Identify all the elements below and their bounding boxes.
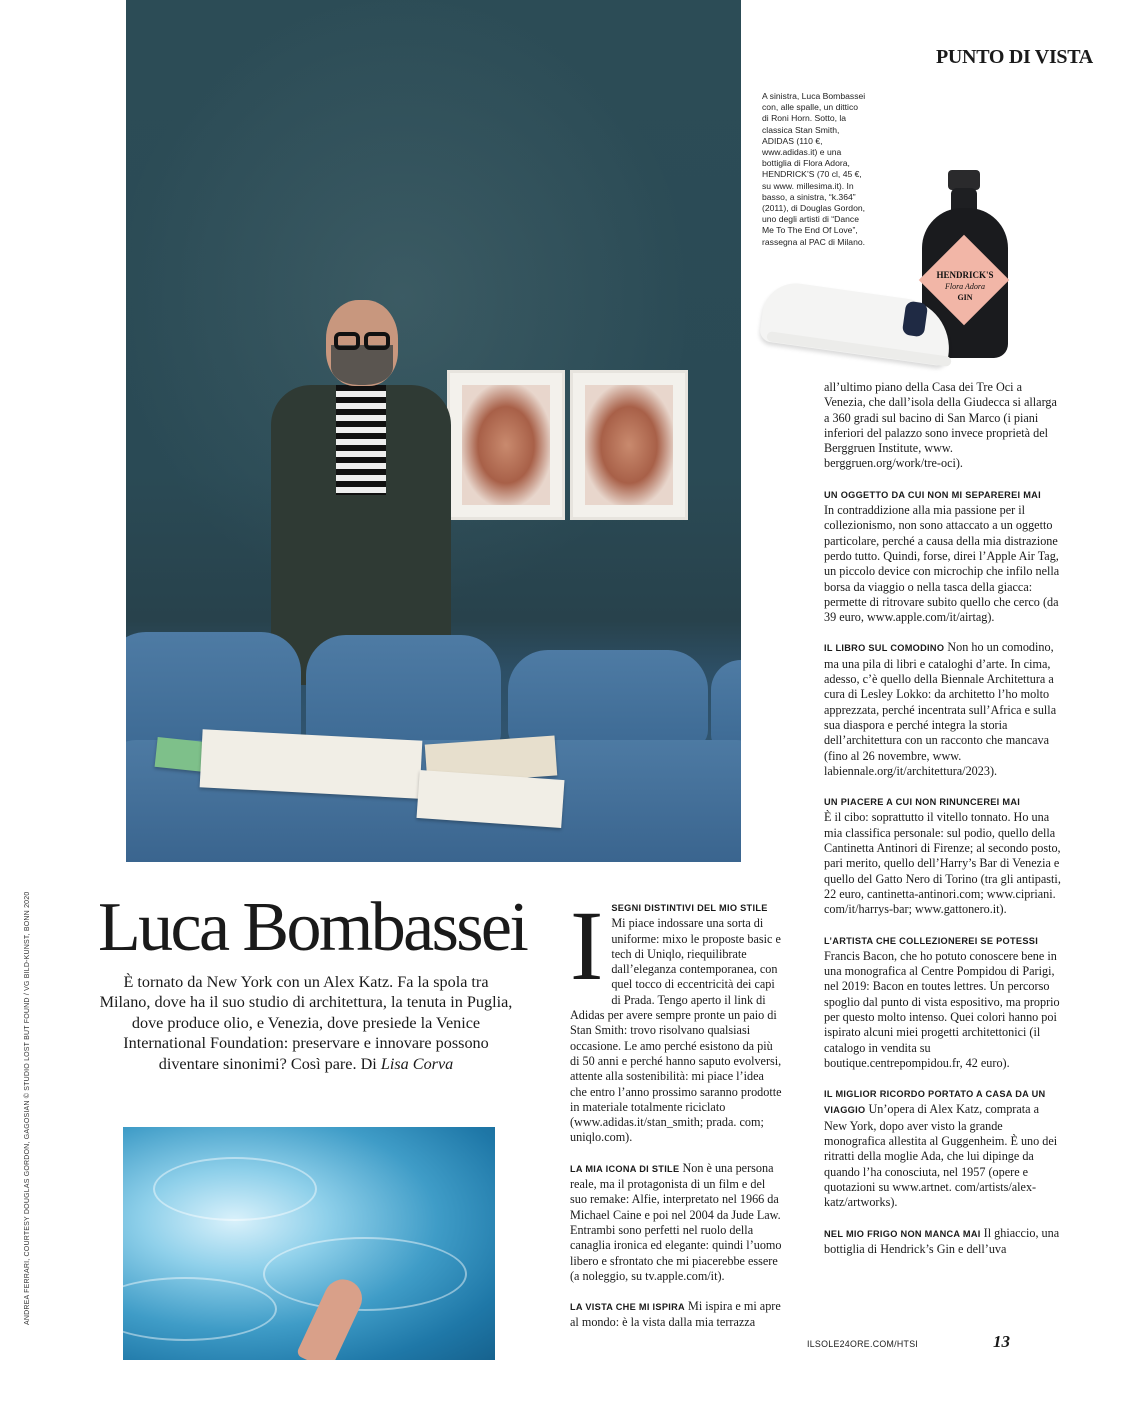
section-heading: UN PIACERE A CUI NON RINUNCEREI MAI	[824, 797, 1021, 808]
water-ripple	[123, 1277, 277, 1341]
water-ripple	[263, 1237, 467, 1311]
glasses-right	[364, 332, 390, 350]
page-number: 13	[993, 1332, 1010, 1351]
section-artist	[824, 933, 1064, 1072]
drop-cap: I	[570, 890, 604, 1001]
water-ripple	[153, 1157, 317, 1221]
section-book	[824, 640, 1064, 779]
main-photo	[126, 0, 741, 862]
section-heading: SEGNI DISTINTIVI DEL MIO STILE	[611, 903, 768, 913]
section-text: Mi ispira e mi apre al mondo: è la vista dalla mia terrazza	[570, 1299, 781, 1330]
glasses-left	[334, 332, 360, 350]
section-object	[824, 487, 1064, 626]
section-text: Il ghiaccio, una bottiglia di Hendrick’s Gin e dell’uva	[824, 1225, 1060, 1256]
section-text: Non è una persona reale, ma il protagonista di un film e del suo remake: Alfie, interpretato nel 1966 da Michael Caine e poi nel 2004 da Jude Law. Entrambi sono perfetti nel ruolo della canaglia ironica ed elegante: quindi l’uomo libero e sfrontato che mi piacerebbe essere (a noleggio, su tv.apple.com/it).	[570, 1160, 782, 1283]
bottle-cap	[948, 170, 980, 190]
section-text: Francis Bacon, che ho potuto conoscere bene in una monografica al Centre Pompidou di Parigi, nel 2019: Bacon en toutes lettres. Un percorso spoglio dal punto di vista espositivo, ma proprio per questo molto intenso. Quei colori hanno poi ispirato alcuni miei progetti architettonici (il catalogo in vendita su boutique.centrepompidou.fr, 42 euro).	[824, 948, 1060, 1070]
article-column-right	[824, 380, 1064, 1257]
sofa-cushion-3	[508, 650, 708, 750]
author-name: Lisa Corva	[380, 1054, 454, 1073]
artwork-frame-right	[570, 370, 688, 520]
section-heading: IL MIGLIOR RICORDO PORTATO A CASA DA UN VIAGGIO	[824, 1089, 1046, 1116]
section-pleasure	[824, 794, 1064, 917]
section-heading: L’ARTISTA CHE COLLEZIONEREI SE POTESSI	[824, 935, 1039, 946]
pool-artwork-photo	[123, 1127, 495, 1360]
book-open	[200, 729, 423, 798]
article-column-middle	[570, 890, 783, 1331]
section-heading: IL LIBRO SUL COMODINO	[824, 643, 945, 654]
person-shirt	[336, 385, 386, 495]
article-intro	[97, 972, 515, 1074]
sofa-cushion-4	[711, 660, 741, 750]
intro-text: È tornato da New York con un Alex Katz. Fa la spola tra Milano, dove ha il suo studio di architettura, la tenuta in Puglia, dove produce olio, e Venezia, dove presiede la Venice International Foundation: preservare e innovare possono diventare sinonimi? Così pare. Di	[99, 973, 513, 1073]
section-heading: NEL MIO FRIGO NON MANCA MAI	[824, 1228, 981, 1239]
section-icon	[570, 1161, 783, 1284]
photo-caption: A sinistra, Luca Bombassei con, alle spalle, un dittico di Roni Horn. Sotto, la classica Stan Smith, ADIDAS (110 €, www.adidas.it) e una bottiglia di Flora Adora, HENDRICK’S (70 cl, 45 €, su www. millesima.it). In basso, a sinistra, “k.364” (2011), di Douglas Gordon, uno degli artisti di “Dance Me To The End Of Love”, rassegna al PAC di Milano.	[762, 91, 866, 247]
continuation-text: all’ultimo piano della Casa dei Tre Oci a Venezia, che dall’isola della Giudecca si allarga a 360 gradi sul bacino di San Marco (i piani inferiori del palazzo sono invece proprietà del Berggruen Institute, www. berggruen.org/work/tre-oci).	[824, 380, 1057, 471]
artwork-face-left	[462, 385, 550, 505]
section-heading: LA MIA ICONA DI STILE	[570, 1163, 680, 1174]
book-stack-bottom	[417, 770, 565, 828]
sneaker-image	[762, 282, 954, 372]
photo-credit: ANDREA FERRARI, COURTESY DOUGLAS GORDON, GAGOSIAN © STUDIO LOST BUT FOUND / VG BILD-KUNST, BONN 2020	[24, 891, 31, 1325]
artwork-face-right	[585, 385, 673, 505]
section-heading: UN OGGETTO DA CUI NON MI SEPAREREI MAI	[824, 489, 1041, 500]
person-beard	[331, 345, 393, 385]
artwork-frame-left	[447, 370, 565, 520]
bottle-product: Flora Adora	[944, 282, 986, 291]
footer-url: ILSOLE24ORE.COM/HTSI	[807, 1339, 919, 1349]
section-text: Un’opera di Alex Katz, comprata a New York, dopo aver visto la grande monografica allestita al Guggenheim. È uno dei ritratti della moglie Ada, che lui dipinge da quando l’ha conosciuta, nel 1957 (opere e quotazioni su www.artnet. com/artists/alex-katz/artworks).	[824, 1102, 1058, 1210]
section-view	[570, 1299, 783, 1331]
article-title: Luca Bombassei	[98, 889, 527, 966]
section-text: Non ho un comodino, ma una pila di libri e cataloghi d’arte. In cima, adesso, c’è quello della Biennale Architettura a cura di Lesley Lokko: da architetto l’ho molto apprezzata, perché incentrata sull’Africa e sulla sua diaspora e perché integra la storia dell’architettura con un racconto che mancava (fino al 26 novembre, www. labiennale.org/it/architettura/2023).	[824, 640, 1057, 778]
section-fridge	[824, 1226, 1064, 1258]
section-souvenir	[824, 1086, 1064, 1210]
section-title: PUNTO DI VISTA	[936, 46, 1093, 68]
section-text: È il cibo: soprattutto il vitello tonnato. Ho una mia classifica personale: sul podio, quello della Cantinetta Antinori di Firenze; al secondo posto, pari merito, quello dell’Harry’s Bar di Venezia e quello del Gatto Nero di Torino (tra gli antipasti, 22 euro, cantinetta-antinori.com; www.cipriani. com/it/harrys-bar; www.gattonero.it).	[824, 810, 1061, 917]
section-text: In contraddizione alla mia passione per il collezionismo, non sono attaccato a un oggetto particolare, perché a causa della mia distrazione perdo tutto. Quindi, forse, direi l’Apple Air Tag, un piccolo device con microchip che infilo nella borsa da viaggio o nella tasca della giacca: permette di ritrovare subito quello che cerco (da 39 euro, www.apple.com/it/airtag).	[824, 503, 1060, 625]
section-text: Mi piace indossare una sorta di uniforme: mixo le proposte basic e tech di Uniqlo, riequilibrate dall’eleganza contemporanea, con quel tocco di eccentricità dei capi di Prada. Tengo aperto il link di Adidas per avere sempre pronte un paio di Stan Smith: trovo risolvano qualsiasi occasione. Le amo perché esistono da più di 50 anni e perché hanno saputo evolversi, attente alla sostenibilità: mi piace l’idea che entro l’anno prossimo saranno prodotte in materiale totalmente riciclato (www.adidas.it/stan_smith; prada. com; uniqlo.com).	[570, 916, 782, 1145]
section-heading: LA VISTA CHE MI ISPIRA	[570, 1302, 685, 1313]
bottle-type: GIN	[957, 293, 973, 302]
bottle-brand: HENDRICK'S	[936, 270, 994, 280]
